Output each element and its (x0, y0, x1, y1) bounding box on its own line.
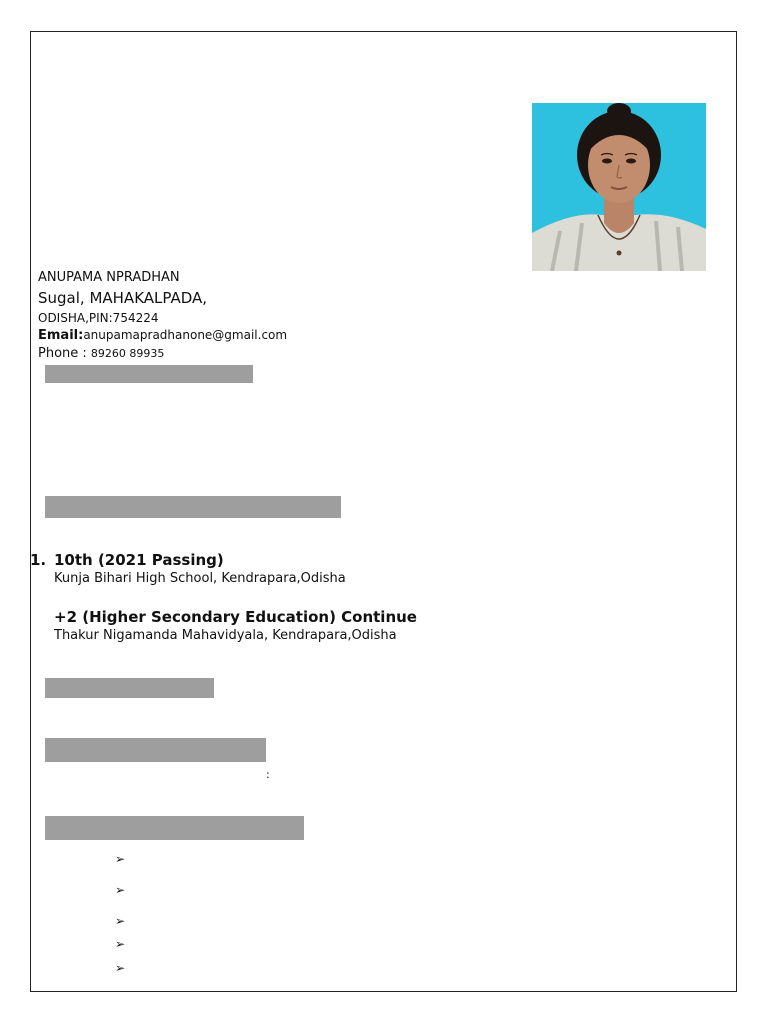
redacted-heading-1 (45, 365, 253, 383)
education-item-title: 10th (2021 Passing) (54, 551, 224, 569)
phone-label: Phone : (38, 346, 91, 361)
redacted-heading-5 (45, 816, 304, 840)
address-line-1: Sugal, MAHAKALPADA, (38, 289, 208, 307)
bullet-arrow-icon: ➢ (115, 937, 126, 951)
education-item-title: +2 (Higher Secondary Education) Continue (54, 608, 417, 626)
bullet-arrow-icon: ➢ (115, 883, 126, 897)
redacted-heading-3 (45, 678, 214, 698)
profile-photo (532, 103, 706, 271)
redacted-heading-4 (45, 738, 266, 762)
email-line (38, 328, 287, 343)
redacted-heading-2 (45, 496, 341, 518)
education-list-marker: 1. (30, 551, 47, 569)
bullet-arrow-icon: ➢ (115, 961, 126, 975)
email-value: anupamapradhanone@gmail.com (83, 328, 288, 342)
education-item-school: Kunja Bihari High School, Kendrapara,Odisha (54, 571, 346, 586)
candidate-name: ANUPAMA NPRADHAN (38, 270, 180, 285)
colon-separator: : (266, 768, 270, 781)
email-label: Email: (38, 328, 84, 343)
address-line-2: ODISHA,PIN:754224 (38, 311, 159, 325)
bullet-arrow-icon: ➢ (115, 914, 126, 928)
phone-value: 89260 89935 (90, 347, 165, 360)
education-item-school: Thakur Nigamanda Mahavidyala, Kendrapara,Odisha (54, 628, 397, 643)
bullet-arrow-icon: ➢ (115, 852, 126, 866)
phone-line (38, 346, 164, 361)
